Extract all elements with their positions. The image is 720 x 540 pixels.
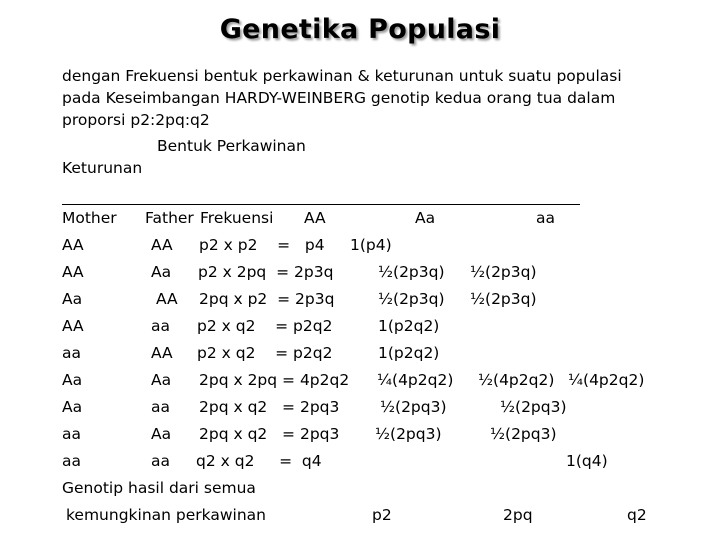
row-frequency: 2pq x q2 = 2pq3	[199, 398, 340, 416]
row-offspring-Aa: ½(2p3q)	[470, 290, 537, 308]
keturunan-label: Keturunan	[62, 159, 143, 177]
row-mother: Aa	[62, 371, 83, 389]
header-mother: Mother	[62, 209, 117, 227]
bentuk-perkawinan-label: Bentuk Perkawinan	[157, 137, 306, 155]
row-father: Aa	[151, 371, 172, 389]
row-father: AA	[151, 236, 173, 254]
row-father: Aa	[151, 263, 172, 281]
row-offspring-AA: ¼(4p2q2)	[377, 371, 454, 389]
row-mother: AA	[62, 263, 84, 281]
row-offspring-aa: ¼(4p2q2)	[568, 371, 645, 389]
row-offspring-Aa: ½(2p3q)	[470, 263, 537, 281]
row-mother: aa	[62, 452, 81, 470]
total-p2: p2	[372, 506, 392, 524]
header-AA: AA	[304, 209, 326, 227]
row-mother: AA	[62, 317, 84, 335]
total-q2: q2	[627, 506, 647, 524]
row-offspring-AA: 1(p2q2)	[378, 317, 440, 335]
total-2pq: 2pq	[503, 506, 533, 524]
header-father: Father	[145, 209, 194, 227]
row-frequency: p2 x 2pq = 2p3q	[198, 263, 334, 281]
row-offspring-AA: ½(2pq3)	[375, 425, 442, 443]
row-father: AA	[151, 344, 173, 362]
row-mother: AA	[62, 236, 84, 254]
row-mother: Aa	[62, 398, 83, 416]
header-aa: aa	[536, 209, 555, 227]
row-father: aa	[151, 398, 170, 416]
footer-line-2: kemungkinan perkawinan	[66, 506, 266, 524]
row-mother: aa	[62, 344, 81, 362]
footer-line-1: Genotip hasil dari semua	[62, 479, 256, 497]
row-frequency: 2pq x p2 = 2p3q	[199, 290, 335, 308]
row-mother: Aa	[62, 290, 83, 308]
row-father: Aa	[151, 425, 172, 443]
row-offspring-AA: ½(2pq3)	[380, 398, 447, 416]
row-father: AA	[156, 290, 178, 308]
row-frequency: 2pq x 2pq = 4p2q2	[199, 371, 350, 389]
row-offspring-aa: 1(q4)	[566, 452, 608, 470]
row-frequency: p2 x p2 = p4	[199, 236, 325, 254]
row-frequency: p2 x q2 = p2q2	[197, 344, 333, 362]
row-father: aa	[151, 317, 170, 335]
row-offspring-AA: 1(p4)	[350, 236, 392, 254]
intro-line-3: proporsi p2:2pq:q2	[62, 111, 210, 129]
intro-line-1: dengan Frekuensi bentuk perkawinan & keturunan untuk suatu populasi	[62, 67, 622, 85]
row-offspring-AA: 1(p2q2)	[378, 344, 440, 362]
header-divider	[62, 204, 580, 205]
intro-line-2: pada Keseimbangan HARDY-WEINBERG genotip kedua orang tua dalam	[62, 89, 616, 107]
row-offspring-Aa: ½(4p2q2)	[478, 371, 555, 389]
row-offspring-AA: ½(2p3q)	[378, 290, 445, 308]
row-mother: aa	[62, 425, 81, 443]
page-title: Genetika Populasi	[219, 14, 501, 45]
row-offspring-Aa: ½(2pq3)	[490, 425, 557, 443]
row-frequency: q2 x q2 = q4	[196, 452, 322, 470]
header-Aa: Aa	[415, 209, 436, 227]
row-father: aa	[151, 452, 170, 470]
row-offspring-AA: ½(2p3q)	[378, 263, 445, 281]
row-frequency: 2pq x q2 = 2pq3	[199, 425, 340, 443]
row-frequency: p2 x q2 = p2q2	[197, 317, 333, 335]
header-frekuensi: Frekuensi	[200, 209, 274, 227]
row-offspring-Aa: ½(2pq3)	[500, 398, 567, 416]
